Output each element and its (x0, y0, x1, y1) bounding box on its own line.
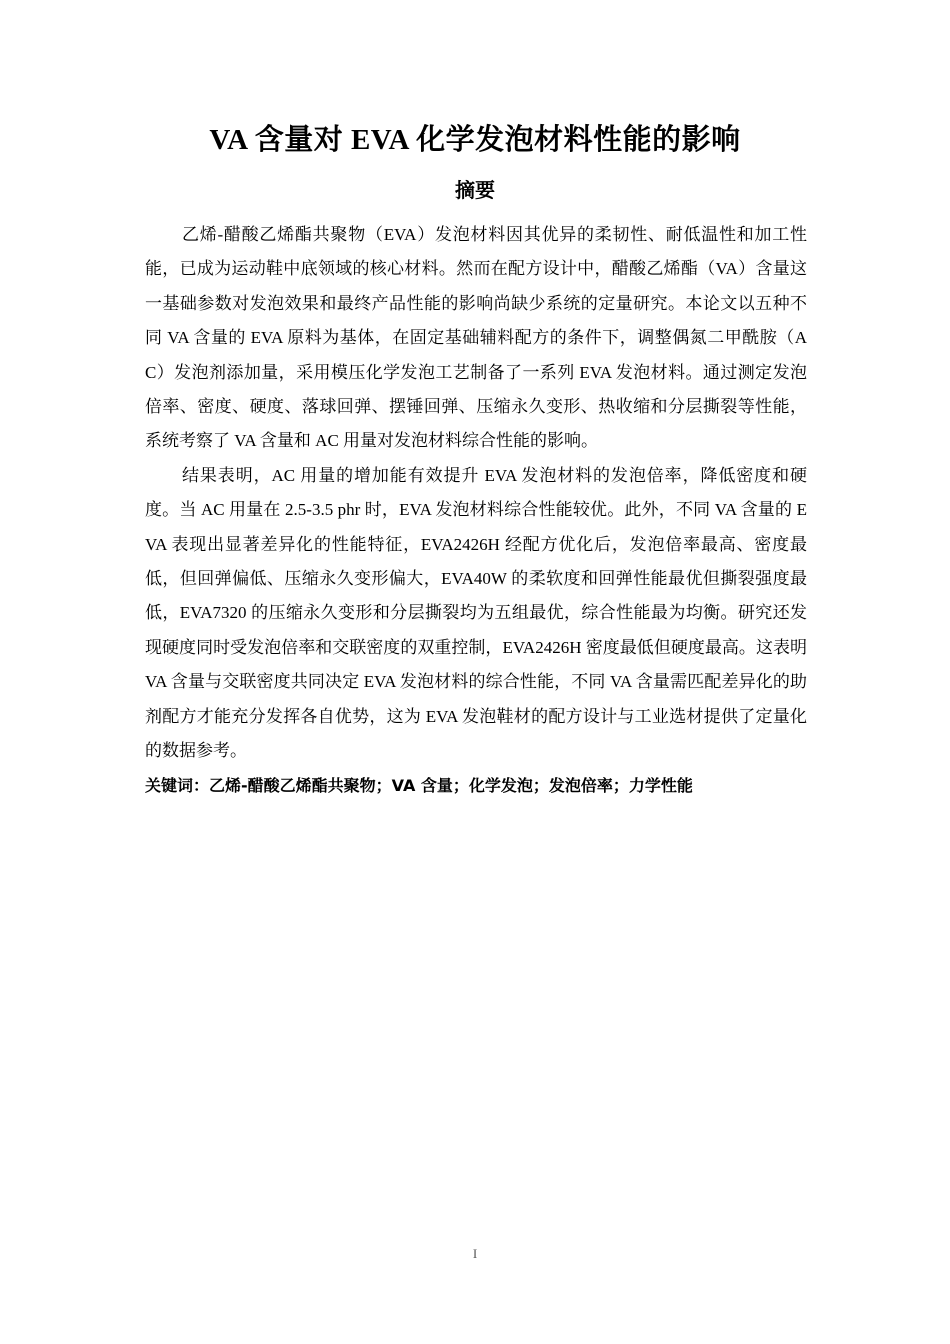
abstract-body (145, 218, 807, 803)
abstract-heading: 摘要 (455, 178, 495, 202)
keywords-line: 关键词：乙烯-醋酸乙烯酯共聚物；VA 含量；化学发泡；发泡倍率；力学性能 (145, 775, 693, 795)
page-number: I (472, 1246, 478, 1261)
abstract-paragraph-2: 结果表明，AC 用量的增加能有效提升 EVA 发泡材料的发泡倍率，降低密度和硬度。当 AC 用量在 2.5-3.5 phr 时，EVA 发泡材料综合性能较优。此外，不同 VA 含量的 EVA 表现出显著差异化的性能特征，EVA2426H 经配方优化后，发泡倍率最高、密度最低，但回弹偏低、压缩永久变形偏大，EVA40W 的柔软度和回弹性能最优但撕裂强度最低，EVA7320 的压缩永久变形和分层撕裂均为五组最优，综合性能最为均衡。研究还发现硬度同时受发泡倍率和交联密度的双重控制，EVA2426H 密度最低但硬度最高。这表明 VA 含量与交联密度共同决定 EVA 发泡材料的综合性能，不同 VA 含量需匹配差异化的助剂配方才能充分发挥各自优势，这为 EVA 发泡鞋材的配方设计与工业选材提供了定量化的数据参考。 (145, 465, 807, 761)
abstract-paragraph-1: 乙烯-醋酸乙烯酯共聚物（EVA）发泡材料因其优异的柔韧性、耐低温性和加工性能，已成为运动鞋中底领域的核心材料。然而在配方设计中，醋酸乙烯酯（VA）含量这一基础参数对发泡效果和最终产品性能的影响尚缺少系统的定量研究。本论文以五种不同 VA 含量的 EVA 原料为基体，在固定基础辅料配方的条件下，调整偶氮二甲酰胺（AC）发泡剂添加量，采用模压化学发泡工艺制备了一系列 EVA 发泡材料。通过测定发泡倍率、密度、硬度、落球回弹、摆锤回弹、压缩永久变形、热收缩和分层撕裂等性能，系统考察了 VA 含量和 AC 用量对发泡材料综合性能的影响。 (145, 225, 807, 451)
paper-title: VA 含量对 EVA 化学发泡材料性能的影响 (209, 124, 741, 156)
